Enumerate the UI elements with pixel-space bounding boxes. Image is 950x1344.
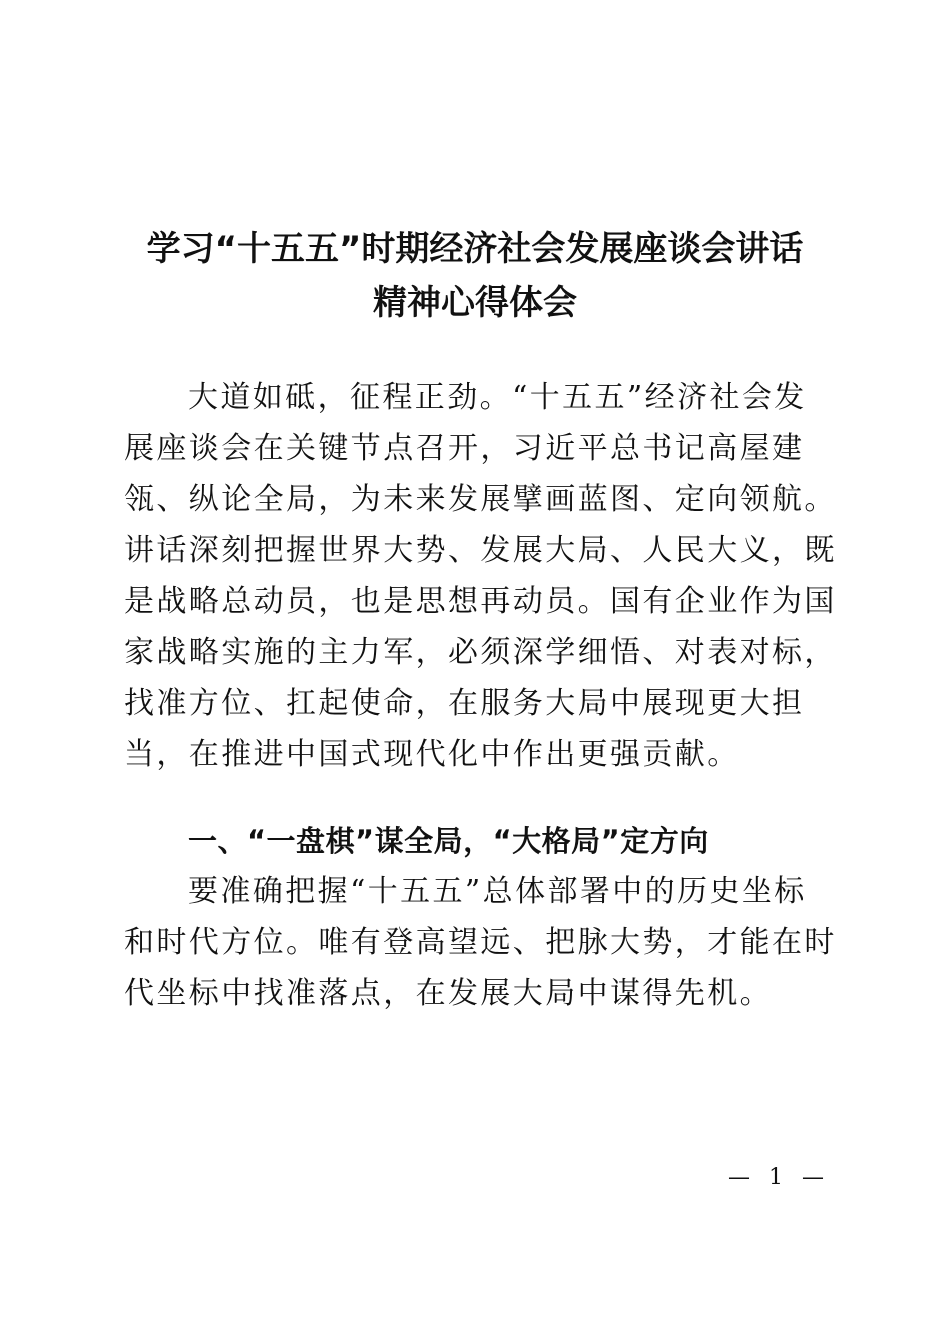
intro-line-1: 大道如砥，征程正劲。“十五五”经济社会发	[188, 380, 807, 415]
section-heading: 一、“一盘棋”谋全局，“大格局”定方向	[188, 824, 709, 858]
intro-paragraph	[124, 372, 837, 780]
title-line-2: 精神心得体会	[373, 283, 577, 323]
section-line-1: 要准确把握“十五五”总体部署中的历史坐标	[188, 874, 807, 909]
intro-line-6: 家战略实施的主力军，必须深学细悟、对表对标，	[124, 635, 837, 670]
intro-line-8: 当，在推进中国式现代化中作出更强贡献。	[124, 737, 740, 772]
intro-line-5: 是战略总动员，也是思想再动员。国有企业作为国	[124, 584, 837, 619]
page-number: — 1 —	[728, 1165, 830, 1190]
intro-line-3: 瓴、纵论全局，为未来发展擘画蓝图、定向领航。	[124, 482, 837, 517]
section-line-2: 和时代方位。唯有登高望远、把脉大势，才能在时	[124, 925, 837, 960]
intro-line-4: 讲话深刻把握世界大势、发展大局、人民大义，既	[124, 533, 837, 568]
document-title	[110, 222, 840, 330]
intro-line-2: 展座谈会在关键节点召开，习近平总书记高屋建	[124, 431, 805, 466]
section-line-3: 代坐标中找准落点，在发展大局中谋得先机。	[124, 976, 772, 1011]
section-paragraph	[124, 866, 837, 1019]
title-line-1: 学习“十五五”时期经济社会发展座谈会讲话	[146, 229, 804, 269]
intro-line-7: 找准方位、扛起使命，在服务大局中展现更大担	[124, 686, 805, 721]
